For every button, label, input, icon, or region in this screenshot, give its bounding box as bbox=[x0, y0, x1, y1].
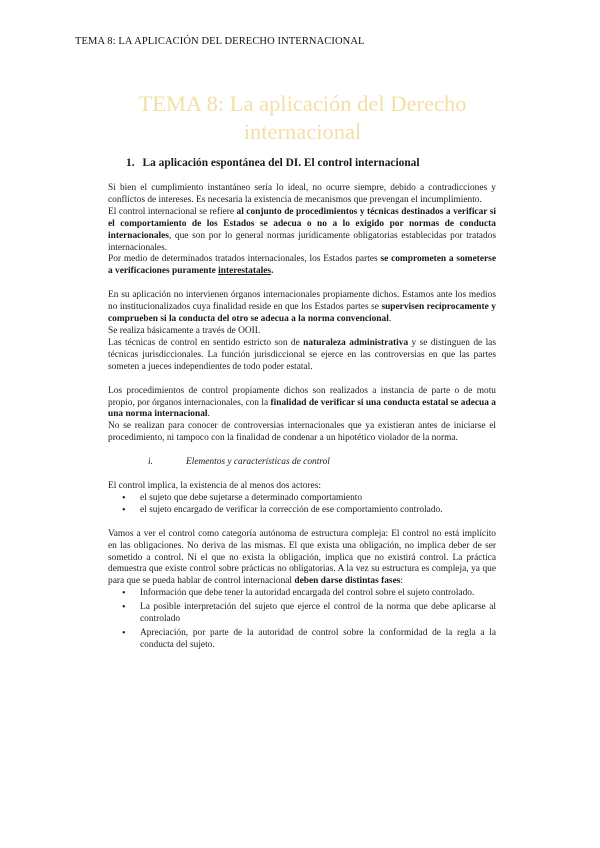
section-heading-text: La aplicación espontánea del DI. El control internacional bbox=[142, 157, 420, 169]
p10-bold: deben darse distintas fases bbox=[294, 576, 401, 587]
actors-list bbox=[108, 493, 496, 517]
paragraph-5: Se realiza básicamente a través de OOII. bbox=[108, 325, 261, 336]
p3-bold: se comprometen a someterse a verificaciones puramente bbox=[108, 254, 496, 277]
paragraph-2 bbox=[108, 207, 496, 255]
document-title-line-1: TEMA 8: La aplicación del Derecho bbox=[138, 91, 467, 116]
p7-text-c: . bbox=[207, 409, 210, 420]
paragraph-7 bbox=[108, 386, 496, 422]
p6-text-a: Las técnicas de control en sentido estricto son de bbox=[108, 337, 304, 348]
paragraph-1: Si bien el cumplimiento instantáneo sería lo ideal, no ocurre siempre, debido a contradicciones y conflictos de intereses. Es necesaria la existencia de mecanismos que prevengan el incumplimiento. bbox=[108, 183, 496, 205]
subsection-heading-text: Elementos y características de control bbox=[186, 457, 330, 468]
bullet-icon: • bbox=[122, 504, 126, 516]
p2-text-c: , que son por lo general normas jurídicamente obligatorias establecidas por tratados internacionales. bbox=[108, 230, 496, 253]
running-header: TEMA 8: LA APLICACIÓN DEL DERECHO INTERNACIONAL bbox=[75, 36, 365, 47]
bullet-icon: • bbox=[122, 492, 126, 504]
document-title bbox=[80, 90, 525, 146]
p10-text-a: Vamos a ver el control como categoría autónoma de estructura compleja: El control no está implícito en las obligaciones. No deriva de las mismas. El que exista una obligación, no implica deber de ser sometido a control. Ni el que no exista la obligación, implica que no existirá control. La práctica demuestra que existe control sobre prácticas no obligatorias. A la vez su estructura es compleja, ya que para que se pueda hablar de control internacional bbox=[108, 528, 496, 587]
p3-text-a: Por medio de determinados tratados internacionales, los Estados partes bbox=[108, 254, 381, 265]
p7-bold: finalidad de verificar si una conducta estatal se adecua a una norma internacional bbox=[108, 397, 496, 420]
p3-period: . bbox=[271, 266, 274, 277]
p6-bold: naturaleza administrativa bbox=[303, 337, 409, 348]
p2-text-a: El control internacional se refiere bbox=[108, 206, 237, 217]
phases-list bbox=[108, 588, 496, 652]
bullet-icon: • bbox=[122, 602, 126, 614]
list-item bbox=[108, 493, 496, 505]
list-item-text: Información que debe tener la autoridad encargada del control sobre el sujeto controlado. bbox=[140, 588, 475, 599]
p6-text-c: y se distinguen de las técnicas jurisdiccionales. La función jurisdiccional se ejerce en las controversias en que las partes someten a jueces independientes de todo poder estatal. bbox=[108, 337, 496, 372]
list-item-text: el sujeto que debe sujetarse a determinado comportamiento bbox=[140, 492, 363, 503]
paragraph-9: El control implica, la existencia de al menos dos actores: bbox=[108, 481, 321, 492]
paragraph-6 bbox=[108, 338, 496, 374]
list-item-text: La posible interpretación del sujeto que ejerce el control de la norma que debe aplicarse al controlado bbox=[140, 602, 496, 625]
p7-text-a: Los procedimientos de control propiamente dichos son realizados a instancia de parte o de motu propio, por órganos internacionales, con la bbox=[108, 385, 496, 408]
list-item-text: el sujeto encargado de verificar la corrección de ese comportamiento controlado. bbox=[140, 504, 443, 515]
paragraph-3 bbox=[108, 254, 496, 278]
list-item-text: Apreciación, por parte de la autoridad de control sobre la conformidad de la regla a la conducta del sujeto. bbox=[140, 628, 496, 650]
paragraph-8: No se realizan para conocer de controversias internacionales que ya existieran antes de iniciarse el procedimiento, ni tampoco con la finalidad de condenar a un hipotético violador de la norma. bbox=[108, 421, 496, 444]
p2-bold: al conjunto de procedimientos y técnicas destinados a verificar si el comportamiento de los Estados se adecua o no a lo exigido por normas de conducta internacionales bbox=[108, 206, 497, 241]
list-item bbox=[108, 588, 496, 600]
list-item bbox=[108, 628, 496, 652]
subsection-numeral: i. bbox=[148, 457, 153, 468]
bullet-icon: • bbox=[122, 588, 126, 600]
p4-bold: supervisen recíprocamente y comprueben si la conducta del otro se adecua a la norma convencional bbox=[108, 302, 496, 325]
paragraph-4 bbox=[108, 290, 496, 326]
document-title-line-2: internacional bbox=[243, 119, 362, 144]
paragraph-10 bbox=[108, 529, 496, 589]
section-number: 1. bbox=[126, 157, 135, 169]
subsection-heading bbox=[108, 457, 496, 469]
list-item bbox=[108, 602, 496, 626]
document-body bbox=[108, 183, 496, 654]
list-item bbox=[108, 505, 496, 517]
p3-underlined: interestatales bbox=[218, 266, 272, 277]
p4-text-c: . bbox=[388, 314, 392, 325]
p4-text-a: En su aplicación no intervienen órganos internacionales propiamente dichos. Estamos ante los medios no institucionalizados cuya finalidad reside en que los Estados partes se bbox=[108, 290, 496, 313]
p10-text-c: : bbox=[400, 576, 403, 587]
bullet-icon: • bbox=[122, 628, 126, 639]
section-1-heading bbox=[126, 157, 420, 169]
